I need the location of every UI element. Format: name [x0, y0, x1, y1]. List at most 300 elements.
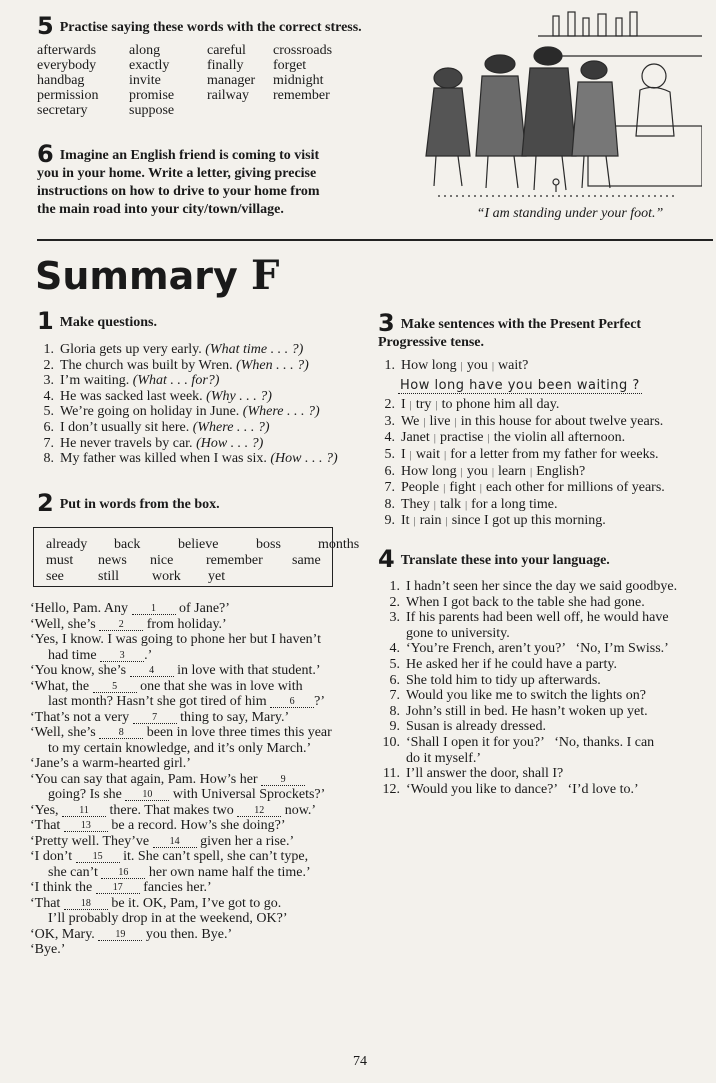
separator-bar: |: [445, 515, 448, 528]
item-number: 2.: [389, 594, 400, 610]
exercise-2: [37, 489, 377, 517]
dialogue-text: of Jane?’: [175, 601, 230, 616]
dialogue-line: [30, 834, 370, 850]
sentence-part: since I got up this morning.: [451, 513, 606, 529]
dialogue-text: thing to say, Mary.’: [176, 709, 290, 725]
item-text: [60, 436, 263, 452]
dialogue-text: it. She can’t spell, she can’t type,: [119, 849, 309, 864]
gap-blank: 11: [62, 805, 106, 817]
item-text: When I got back to the table she had gone.: [406, 594, 645, 610]
word-row: [37, 103, 397, 118]
item-number: 3.: [43, 373, 54, 389]
item-text: [60, 389, 272, 405]
dialogue-line: [30, 818, 370, 834]
sentence-item: [378, 447, 708, 464]
item-text: [401, 513, 606, 530]
gap-blank: 12: [237, 805, 281, 817]
dialogue-text: ‘Jane’s a warm-hearted girl.’: [30, 756, 191, 771]
dialogue-text: ‘OK, Mary.: [30, 926, 99, 942]
separator-bar: |: [433, 432, 436, 445]
dialogue-line: [30, 648, 370, 664]
gap-blank: 10: [125, 789, 169, 801]
dialogue-text: ‘That: [30, 895, 64, 911]
item-number: 3.: [384, 413, 395, 429]
dialogue-text: one that she was in love with: [136, 678, 303, 694]
item-number: 1.: [43, 342, 54, 357]
item-hint: (Where . . . ?): [242, 404, 320, 420]
exercise-instruction: Make questions.: [59, 315, 157, 330]
translation-list: [378, 579, 708, 797]
sentence-part: English?: [536, 463, 586, 479]
dialogue-line: [30, 880, 370, 896]
dialogue-text: ‘That: [30, 818, 64, 833]
translation-item: [378, 610, 708, 626]
separator-bar: |: [491, 360, 495, 372]
item-text: [401, 447, 659, 464]
separator-bar: |: [479, 482, 482, 495]
item-number: 5.: [384, 446, 395, 462]
sentence-part: rain: [419, 513, 442, 529]
item-number: 6.: [384, 463, 395, 479]
exercise-instruction-cont: Progressive tense.: [378, 335, 485, 350]
item-number: 5.: [389, 656, 400, 672]
question-item: [37, 404, 377, 420]
exercise-6: [37, 140, 337, 219]
gap-blank: 3: [100, 650, 144, 662]
word-row: [37, 73, 397, 88]
gap-blank: 5: [93, 681, 137, 693]
dialogue-text: in love with that student.’: [173, 663, 321, 678]
dialogue-text: going? Is she: [48, 787, 126, 802]
item-hint: (What . . . for?): [132, 373, 220, 389]
question-item: [37, 342, 377, 358]
exercise-4: [378, 545, 708, 797]
item-text: If his parents had been well off, he would have: [406, 610, 669, 626]
exercise-1: [37, 307, 377, 467]
item-hint: (Where . . . ?): [192, 419, 270, 435]
stress-word: promise: [129, 88, 175, 103]
exercise-instruction: Put in words from the box.: [59, 497, 220, 512]
gap-blank: 14: [153, 836, 197, 848]
item-number: 9.: [384, 513, 395, 529]
sentence-part: in this house for about twelve years.: [460, 413, 664, 429]
item-number: 7.: [43, 435, 54, 451]
question-list: [37, 342, 377, 467]
item-number: 7.: [384, 480, 395, 496]
box-word: back: [114, 537, 141, 552]
translation-item: [378, 766, 708, 782]
sentence-item: [378, 480, 708, 497]
sentence-part: each other for millions of years.: [485, 480, 665, 496]
dialogue-text: ‘Pretty well. They’ve: [30, 833, 153, 849]
stress-word: handbag: [37, 73, 85, 88]
dialogue-line: [30, 942, 370, 958]
sentence-part: talk: [439, 496, 461, 512]
gap-blank: 19: [98, 929, 142, 941]
item-number: 10.: [382, 734, 400, 750]
exercise-instruction: Imagine an English friend is coming to visit you in your home. Write a letter, giving precise instructions on how to drive to your home from the main road into your city/town/village.: [37, 148, 320, 217]
gap-blank: 18: [64, 898, 108, 910]
item-number: 7.: [389, 688, 400, 704]
item-text: gone to university.: [406, 625, 510, 641]
item-text: [60, 358, 309, 374]
box-word: same: [292, 553, 321, 568]
box-row: [46, 553, 332, 569]
separator-bar: |: [433, 498, 436, 511]
item-text: [401, 397, 559, 414]
translation-item: [378, 595, 708, 611]
box-row: [46, 569, 332, 585]
item-number: 12.: [382, 781, 400, 797]
sentence-part: try: [415, 397, 432, 413]
sentence-item: [378, 430, 708, 447]
dialogue-text: now.’: [281, 802, 317, 818]
sentence-part: wait?: [498, 358, 529, 373]
dialogue-line: [30, 803, 370, 819]
stress-word: everybody: [37, 58, 97, 73]
gap-blank: 8: [99, 727, 143, 739]
sentence-part: the violin all afternoon.: [493, 430, 626, 446]
sentence-part: practise: [439, 430, 484, 446]
gap-blank: 15: [76, 851, 120, 863]
dialogue-line: [30, 601, 370, 617]
item-number: 1.: [384, 358, 395, 373]
sentence-part: It: [401, 513, 410, 529]
dialogue-text: ‘Bye.’: [30, 942, 66, 957]
dialogue-line: [30, 725, 370, 741]
item-number: 8.: [384, 496, 395, 512]
exercise-number: 6: [37, 140, 54, 168]
separator-bar: |: [491, 465, 495, 478]
dialogue-line: [30, 632, 370, 648]
sentence-part: for a letter from my father for weeks.: [450, 446, 659, 462]
sentence-part: live: [429, 413, 451, 429]
box-word: still: [98, 569, 120, 584]
example-answer-row: [378, 375, 708, 398]
dialogue-text: ‘You can say that again, Pam. How’s her: [30, 771, 262, 787]
dialogue-line: [30, 679, 370, 695]
dialogue-text: ‘Well, she’s: [30, 725, 100, 740]
sentence-part: I: [401, 397, 406, 413]
item-hint: (How . . . ?): [196, 435, 264, 451]
dialogue-line: [30, 927, 370, 943]
item-sentence: He never travels by car.: [60, 435, 193, 451]
exercise-number: 3: [378, 309, 395, 337]
stress-word: along: [129, 43, 161, 58]
item-text: do it myself.’: [406, 750, 482, 766]
item-number: 8.: [43, 451, 54, 467]
exercise-number: 4: [378, 545, 395, 573]
gap-blank: 2: [99, 619, 143, 631]
box-word: months: [318, 537, 360, 552]
separator-bar: |: [435, 399, 438, 412]
dialogue-text: ?’: [314, 694, 326, 709]
item-hint: (How . . . ?): [270, 451, 338, 467]
item-text: Would you like me to switch the lights on?: [406, 688, 646, 704]
box-row: [46, 537, 360, 553]
translation-item: [378, 641, 708, 657]
stress-word: midnight: [273, 73, 324, 88]
dialogue-text: ‘Hello, Pam. Any: [30, 601, 132, 616]
dialogue-text: given her a rise.’: [196, 833, 295, 849]
word-row: [37, 58, 397, 73]
summary-title-text: Summary: [35, 254, 238, 298]
item-number: 1.: [389, 579, 400, 594]
sentence-item: [378, 513, 708, 530]
exercise-5-heading: [37, 12, 397, 40]
dialogue-line: [30, 741, 370, 757]
item-text: ‘Shall I open it for you?’ ‘No, thanks. I can: [406, 734, 655, 750]
dialogue-text: been in love three times this year: [143, 725, 332, 740]
sentence-part: for a long time.: [471, 496, 558, 512]
sentence-part: We: [401, 413, 420, 429]
summary-letter: F: [251, 252, 280, 299]
separator-bar: |: [423, 415, 426, 428]
dialogue-text: ‘Yes, I know. I was going to phone her but I haven’t: [30, 632, 321, 647]
item-sentence: I don’t usually sit here.: [60, 419, 190, 435]
stress-word: forget: [273, 58, 307, 73]
item-number: 11.: [383, 766, 400, 782]
sentence-part: Janet: [401, 430, 430, 446]
item-sentence: I’m waiting.: [60, 373, 130, 389]
dialogue-text: she can’t: [48, 864, 102, 880]
sentence-part: you: [466, 358, 488, 373]
sentence-part: How long: [401, 358, 457, 373]
item-number: 2.: [43, 357, 54, 373]
item-number: 2.: [384, 397, 395, 413]
dialogue-text: fancies her.’: [139, 880, 212, 895]
item-text: She told him to tidy up afterwards.: [406, 672, 601, 688]
item-text: [401, 464, 585, 481]
gap-blank: 13: [64, 820, 108, 832]
translation-item: [378, 704, 708, 720]
separator-bar: |: [443, 482, 446, 495]
exercise-6-heading: [37, 140, 337, 219]
stress-word: finally: [207, 58, 244, 73]
separator-bar: |: [454, 415, 457, 428]
separator-bar: |: [443, 448, 447, 461]
translation-item: [378, 673, 708, 689]
sentence-part: People: [401, 480, 440, 496]
item-text: I’ll answer the door, shall I?: [406, 766, 564, 782]
gap-blank: 7: [133, 712, 177, 724]
dialogue-text: last month? Hasn’t she got tired of him: [48, 694, 271, 709]
box-word: boss: [256, 537, 281, 552]
item-text: [401, 480, 665, 497]
summary-title: [35, 252, 279, 299]
sentence-part: fight: [449, 480, 476, 496]
separator-bar: |: [460, 360, 463, 372]
sentence-part: I: [401, 446, 406, 462]
question-item: [37, 451, 377, 467]
dialogue-text: ‘I think the: [30, 880, 96, 895]
exercise-2-heading: [37, 489, 377, 517]
box-word: news: [98, 553, 127, 568]
item-sentence: My father was killed when I was six.: [60, 451, 267, 467]
item-text: ‘You’re French, aren’t you?’ ‘No, I’m Swiss.’: [406, 641, 669, 657]
item-text: [401, 430, 625, 447]
stress-word: exactly: [129, 58, 170, 73]
item-text: [401, 358, 528, 375]
separator-bar: |: [487, 432, 490, 445]
sentence-part: How long: [401, 463, 457, 479]
dialogue-text: you then. Bye.’: [142, 926, 233, 942]
question-item: [37, 389, 377, 405]
item-sentence: He was sacked last week.: [60, 388, 203, 404]
question-item: [37, 420, 377, 436]
translation-item: [378, 626, 708, 642]
item-text: [60, 451, 338, 467]
box-word: must: [46, 553, 74, 568]
box-word: see: [46, 569, 64, 584]
item-number: 6.: [43, 419, 54, 435]
box-word: already: [46, 537, 88, 552]
separator-bar: |: [460, 465, 463, 478]
exercise-number: 1: [37, 307, 54, 335]
item-sentence: Gloria gets up very early.: [60, 342, 202, 357]
item-text: [60, 342, 303, 358]
sentence-item: [378, 397, 708, 414]
exercise-instruction: Translate these into your language.: [400, 553, 610, 568]
item-text: [60, 404, 320, 420]
separator-bar: |: [530, 465, 533, 478]
dialogue-line: [30, 849, 370, 865]
item-text: Susan is already dressed.: [406, 719, 546, 735]
page-number: 74: [353, 1054, 367, 1069]
sentence-item: [378, 497, 708, 514]
item-hint: (When . . . ?): [236, 357, 309, 373]
item-sentence: The church was built by Wren.: [60, 357, 233, 373]
exercise-5: [37, 12, 397, 118]
item-text: ‘Would you like to dance?’ ‘I’d love to.’: [406, 781, 639, 797]
gap-blank: 16: [101, 867, 145, 879]
sentence-item: [378, 464, 708, 481]
gap-blank: 4: [130, 665, 174, 677]
dialogue-text: ‘That’s not a very: [30, 709, 133, 725]
dialogue-line: [30, 617, 370, 633]
separator-bar: |: [409, 448, 412, 461]
dialogue-text: ‘I don’t: [30, 849, 76, 864]
dialogue-line: [30, 787, 370, 803]
translation-item: [378, 688, 708, 704]
exercise-1-heading: [37, 307, 377, 335]
item-text: [60, 420, 270, 436]
sentence-part: wait: [415, 446, 440, 462]
item-number: 8.: [389, 703, 400, 719]
dialogue-line: [30, 710, 370, 726]
exercise-3-heading: [378, 309, 708, 351]
dialogue-text: ‘You know, she’s: [30, 663, 130, 678]
exercise-number: 2: [37, 489, 54, 517]
stress-word: remember: [273, 88, 330, 103]
dialogue-line: [30, 756, 370, 772]
question-item: [37, 358, 377, 374]
translation-item: [378, 751, 708, 767]
translation-item: [378, 579, 708, 595]
gap-blank: 1: [132, 603, 176, 615]
dialogue-text: .’: [144, 647, 153, 663]
sentence-part: learn: [498, 463, 527, 479]
question-item: [37, 373, 377, 389]
exercise-instruction: Make sentences with the Present Perfect: [400, 317, 642, 332]
box-word: believe: [178, 537, 219, 552]
item-text: [60, 373, 219, 389]
sentence-part: to phone him all day.: [441, 397, 560, 413]
handwritten-answer: How long have you been waiting ?: [400, 377, 640, 393]
exercise-3: [378, 309, 708, 530]
box-word: work: [152, 569, 181, 584]
dialogue-line: [30, 772, 370, 788]
sentence-part: you: [466, 463, 488, 479]
gap-blank: 6: [270, 696, 314, 708]
item-number: 4.: [389, 641, 400, 657]
sentence-list: [378, 358, 708, 530]
item-number: 4.: [384, 430, 395, 446]
box-word: remember: [206, 553, 263, 568]
dialogue-text: be a record. How’s she doing?’: [107, 818, 286, 833]
stress-word: careful: [207, 43, 246, 58]
stress-word: crossroads: [273, 43, 333, 58]
word-row: [37, 43, 397, 58]
item-number: 5.: [43, 404, 54, 420]
item-text: [401, 497, 557, 514]
gap-fill-dialogue: [30, 601, 370, 958]
dialogue-text: I’ll probably drop in at the weekend, OK?’: [48, 911, 288, 926]
translation-item: [378, 657, 708, 673]
sentence-part: They: [401, 496, 430, 512]
item-text: [401, 414, 663, 431]
dialogue-line: [30, 911, 370, 927]
item-sentence: We’re going on holiday in June.: [60, 404, 240, 420]
stress-word-list: [37, 43, 397, 118]
dialogue-text: with Universal Sprockets?’: [169, 787, 326, 802]
stress-word: manager: [207, 73, 256, 88]
separator-bar: |: [413, 515, 416, 528]
item-number: 9.: [389, 719, 400, 735]
box-word: nice: [150, 553, 174, 568]
sentence-item: [378, 358, 708, 375]
dialogue-line: [30, 663, 370, 679]
stress-word: permission: [37, 88, 99, 103]
item-number: 3.: [389, 610, 400, 626]
exercise-number: 5: [37, 12, 54, 40]
stress-word: secretary: [37, 103, 88, 118]
sentence-item: [378, 414, 708, 431]
dialogue-text: ‘Well, she’s: [30, 616, 100, 632]
gap-blank: 17: [96, 882, 140, 894]
translation-item: [378, 782, 708, 798]
exercise-4-heading: [378, 545, 708, 573]
gap-blank: 9: [261, 774, 305, 786]
dialogue-text: her own name half the time.’: [145, 864, 311, 880]
word-row: [37, 88, 397, 103]
stress-word: afterwards: [37, 43, 97, 58]
dialogue-text: from holiday.’: [143, 616, 227, 632]
dialogue-line: [30, 694, 370, 710]
translation-item: [378, 735, 708, 751]
section-divider: [37, 239, 713, 241]
word-box: [33, 527, 360, 587]
stress-word: suppose: [129, 103, 175, 118]
stress-word: invite: [129, 73, 161, 88]
item-number: 4.: [43, 388, 54, 404]
stress-word: railway: [207, 88, 249, 103]
translation-item: [378, 719, 708, 735]
dialogue-text: there. That makes two: [106, 802, 238, 818]
cartoon-illustration: [418, 6, 702, 202]
exercise-instruction: Practise saying these words with the correct stress.: [59, 20, 362, 35]
dialogue-text: had time: [48, 647, 101, 663]
